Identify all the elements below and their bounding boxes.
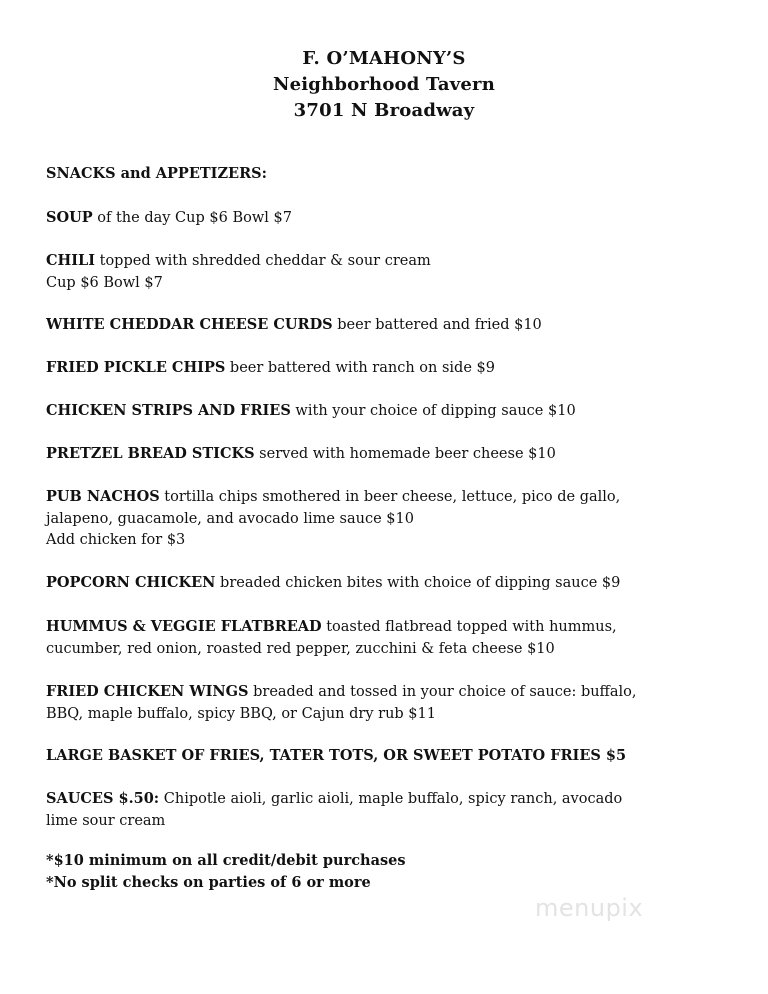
item-description: tortilla chips smothered in beer cheese, lettuce, pico de gallo,: [159, 489, 621, 505]
note-credit-minimum: *$10 minimum on all credit/debit purchases: [46, 852, 406, 869]
item-description-line: lime sour cream: [46, 812, 166, 829]
item-name: SOUP: [46, 209, 93, 226]
menu-item-sauces: [46, 788, 736, 832]
item-name: SAUCES $.50:: [46, 790, 160, 807]
menu-item-large-basket: [46, 745, 736, 768]
item-name: CHILI: [46, 252, 96, 269]
item-description-line: BBQ, maple buffalo, spicy BBQ, or Cajun dry rub $11: [46, 705, 436, 722]
note-split-checks: *No split checks on parties of 6 or more: [46, 873, 371, 891]
item-description: beer battered with ranch on side $9: [225, 360, 495, 376]
item-name: WHITE CHEDDAR CHEESE CURDS: [46, 316, 333, 333]
item-name: FRIED PICKLE CHIPS: [46, 359, 226, 376]
item-addon: Add chicken for $3: [46, 532, 186, 548]
restaurant-address: 3701 N Broadway: [293, 100, 475, 121]
menu-item-chicken-strips: [46, 400, 736, 423]
menu-item-chili: [46, 250, 736, 294]
item-description: with your choice of dipping sauce $10: [290, 403, 576, 419]
item-description-line: Cup $6 Bowl $7: [46, 274, 163, 291]
item-description: of the day Cup $6 Bowl $7: [92, 210, 292, 226]
item-description: toasted flatbread topped with hummus,: [321, 619, 617, 635]
item-description: served with homemade beer cheese $10: [254, 446, 556, 462]
menu-item-popcorn-chicken: [46, 572, 736, 595]
menu-item-cheese-curds: [46, 314, 736, 337]
restaurant-name: F. O’MAHONY’S: [302, 48, 466, 69]
item-name: CHICKEN STRIPS AND FRIES: [46, 402, 291, 419]
item-description-line: jalapeno, guacamole, and avocado lime sauce $10: [46, 510, 414, 527]
menu-item-soup: [46, 207, 736, 230]
item-description: breaded chicken bites with choice of dipping sauce $9: [215, 575, 621, 591]
item-name: LARGE BASKET OF FRIES, TATER TOTS, OR SWEET POTATO FRIES $5: [46, 747, 627, 764]
item-description-line: cucumber, red onion, roasted red pepper, zucchini & feta cheese $10: [46, 640, 555, 657]
menu-item-chicken-wings: [46, 681, 736, 725]
menu-item-hummus-flatbread: [46, 616, 736, 660]
item-description: beer battered and fried $10: [332, 317, 542, 333]
menu-item-pickle-chips: [46, 357, 736, 380]
restaurant-subtitle: Neighborhood Tavern: [272, 74, 496, 95]
item-name: HUMMUS & VEGGIE FLATBREAD: [46, 618, 322, 635]
item-name: POPCORN CHICKEN: [46, 574, 216, 591]
item-name: PUB NACHOS: [46, 488, 160, 505]
item-name: PRETZEL BREAD STICKS: [46, 445, 255, 462]
item-description: topped with shredded cheddar & sour cream: [95, 253, 431, 269]
item-name: FRIED CHICKEN WINGS: [46, 683, 249, 700]
watermark-logo: menupix: [535, 894, 644, 922]
menu-item-pub-nachos: [46, 486, 736, 552]
item-description: Chipotle aioli, garlic aioli, maple buffalo, spicy ranch, avocado: [159, 791, 623, 807]
section-title: SNACKS and APPETIZERS:: [46, 165, 267, 182]
payment-notes: [46, 850, 406, 893]
item-description: breaded and tossed in your choice of sauce: buffalo,: [248, 684, 637, 700]
restaurant-header: [0, 46, 768, 124]
menu-item-pretzel-sticks: [46, 443, 736, 466]
